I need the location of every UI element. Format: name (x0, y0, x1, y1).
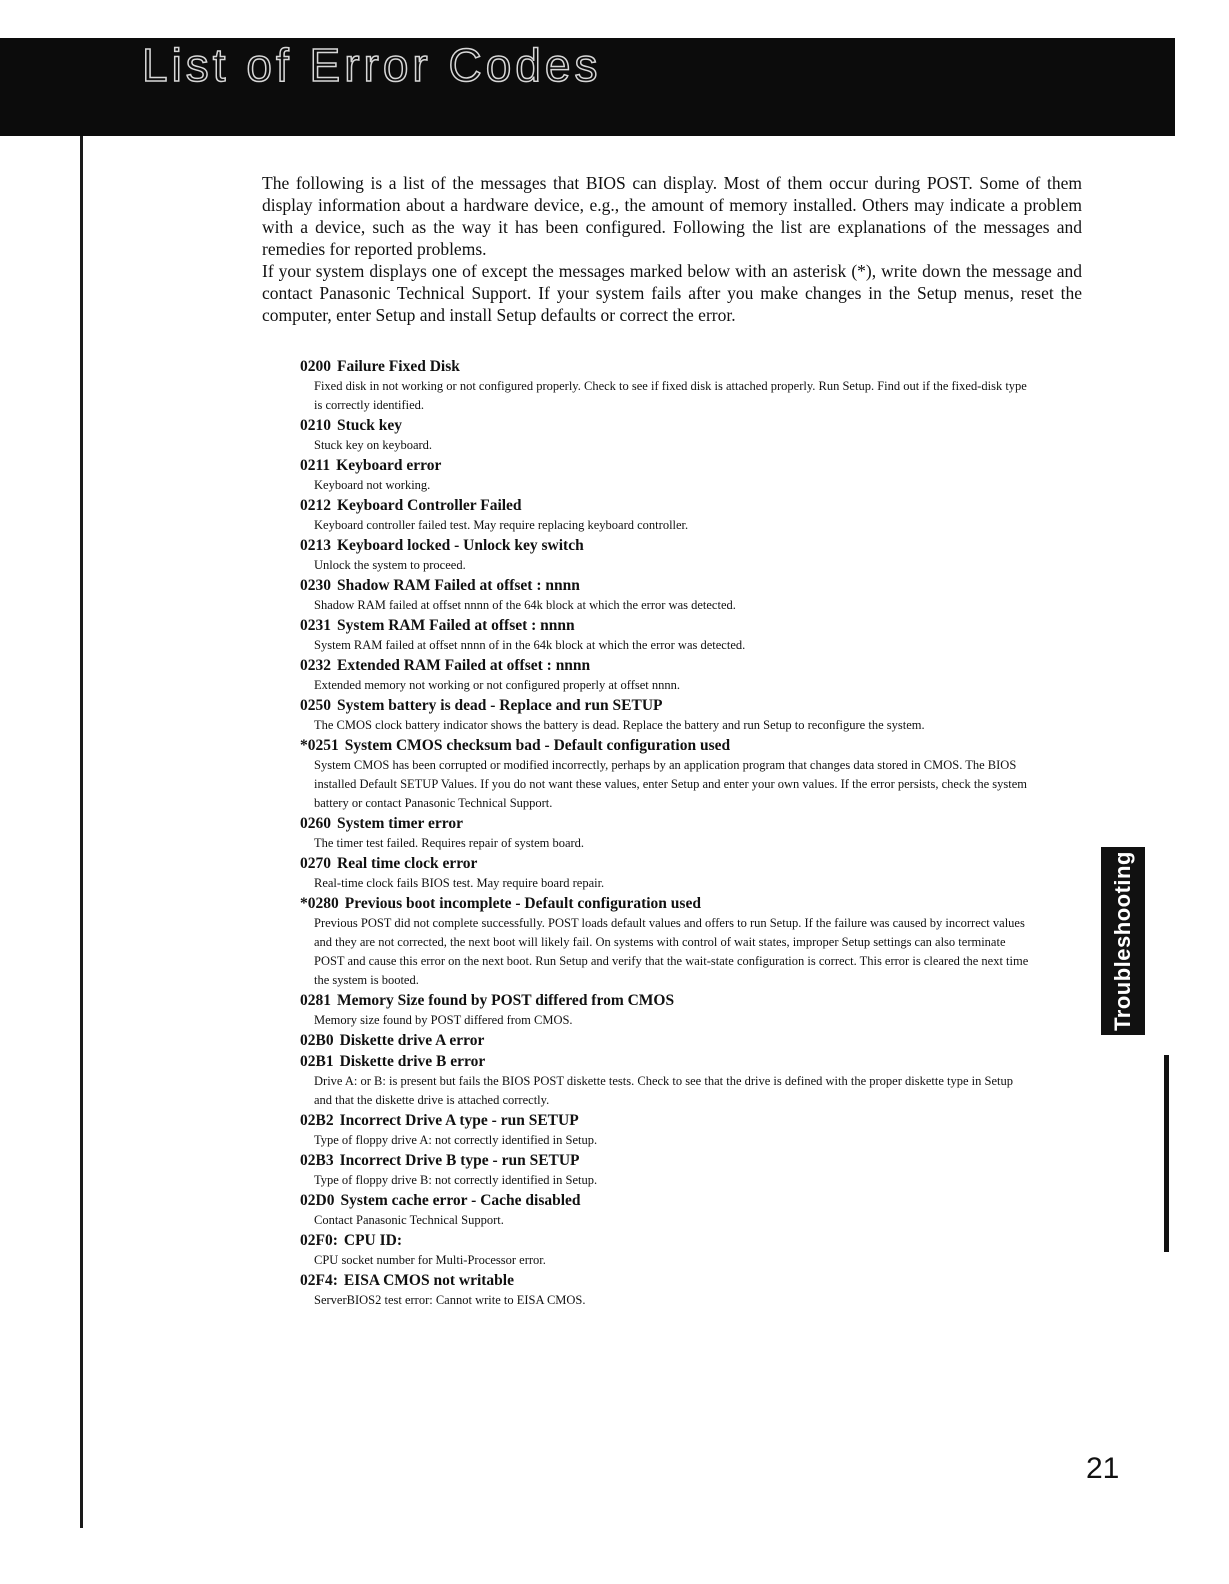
error-entry (300, 1051, 1030, 1110)
error-code: 0210 (300, 417, 331, 434)
error-entry (300, 813, 1030, 853)
error-entry (300, 1230, 1030, 1270)
error-heading (300, 495, 1030, 516)
error-code: 0260 (300, 815, 331, 832)
error-code: 0213 (300, 537, 331, 554)
error-code: 0211 (300, 457, 331, 474)
error-entry (300, 535, 1030, 575)
error-heading (300, 695, 1030, 716)
section-tab-label: Troubleshooting (1110, 851, 1136, 1031)
error-title: Incorrect Drive A type - run SETUP (339, 1112, 579, 1129)
error-title: System cache error - Cache disabled (340, 1192, 581, 1209)
error-title: System battery is dead - Replace and run SETUP (337, 697, 663, 714)
intro-paragraph-1: The following is a list of the messages that BIOS can display. Most of them occur during POST. Some of them display information about a hardware device, e.g., the amount of memory installed. Others may indicate a problem with a device, such as the way it has been configured. Following the list are explanations of the messages and remedies for reported problems. (262, 173, 1082, 259)
error-description: Extended memory not working or not configured properly at offset nnnn. (314, 678, 681, 692)
error-title: Memory Size found by POST differed from CMOS (337, 992, 675, 1009)
intro-paragraph-2: If your system displays one of except the messages marked below with an asterisk (*), write down the message and contact Panasonic Technical Support. If your system fails after you make changes in the Setup menus, reset the computer, enter Setup and install Setup defaults or correct the error. (262, 261, 1082, 325)
error-code: 0212 (300, 497, 331, 514)
error-description: Contact Panasonic Technical Support. (314, 1213, 504, 1227)
error-title: Stuck key (337, 417, 403, 434)
error-title: Failure Fixed Disk (337, 358, 460, 375)
error-description: Memory size found by POST differed from CMOS. (314, 1013, 573, 1027)
error-entry (300, 495, 1030, 535)
error-description: Type of floppy drive B: not correctly identified in Setup. (314, 1173, 598, 1187)
error-heading (300, 813, 1030, 834)
error-heading (300, 1230, 1030, 1251)
error-heading (300, 735, 1030, 756)
error-code: 0232 (300, 657, 331, 674)
error-title: Keyboard error (336, 457, 442, 474)
error-description: ServerBIOS2 test error: Cannot write to EISA CMOS. (314, 1293, 586, 1307)
error-description: CPU socket number for Multi-Processor error. (314, 1253, 546, 1267)
error-title: System RAM Failed at offset : nnnn (337, 617, 575, 634)
error-entry (300, 853, 1030, 893)
error-code: 0200 (300, 358, 331, 375)
error-entry (300, 1030, 1030, 1051)
error-heading (300, 1110, 1030, 1131)
error-description: Keyboard controller failed test. May require replacing keyboard controller. (314, 518, 689, 532)
error-title: Diskette drive B error (339, 1053, 486, 1070)
error-description: Previous POST did not complete successfully. POST loads default values and offers to run Setup. If the failure was caused by incorrect values and they are not corrected, the next boot will likely fail. On systems with control of wait states, improper Setup settings can also terminate POST and cause this error on the next boot. Run Setup and verify that the wait-state configuration is correct. This error is cleared the next time the system is booted. (314, 916, 1029, 987)
error-title: Shadow RAM Failed at offset : nnnn (337, 577, 580, 594)
error-title: Incorrect Drive B type - run SETUP (339, 1152, 580, 1169)
error-code: 0231 (300, 617, 331, 634)
error-entry (300, 655, 1030, 695)
page-title: List of Error Codes (142, 39, 602, 91)
error-title: Real time clock error (337, 855, 478, 872)
error-entry (300, 893, 1030, 990)
error-code: 0270 (300, 855, 331, 872)
error-heading (300, 1270, 1030, 1291)
left-margin-rule (80, 136, 83, 1528)
error-title: System timer error (337, 815, 463, 832)
error-description: Fixed disk in not working or not configured properly. Check to see if fixed disk is attached properly. Run Setup. Find out if the fixed-disk type is correctly identified. (314, 379, 1027, 412)
error-code: 02B0 (300, 1032, 334, 1049)
page-number: 21 (1086, 1452, 1120, 1485)
side-margin-rule (1164, 1055, 1169, 1252)
error-heading (300, 853, 1030, 874)
error-heading (300, 535, 1030, 556)
error-code: 02B2 (300, 1112, 334, 1129)
error-code: 02F0: (300, 1232, 338, 1249)
error-entry (300, 695, 1030, 735)
error-description: Stuck key on keyboard. (314, 438, 433, 452)
error-entry (300, 615, 1030, 655)
error-heading (300, 455, 1030, 476)
error-entry (300, 990, 1030, 1030)
error-title: CPU ID: (343, 1232, 403, 1249)
error-description: Drive A: or B: is present but fails the BIOS POST diskette tests. Check to see that the drive is defined with the proper diskette type in Setup and that the diskette drive is attached correctly. (314, 1074, 1013, 1107)
error-code: 02B1 (300, 1053, 334, 1070)
error-code: 02F4: (300, 1272, 338, 1289)
error-description: Shadow RAM failed at offset nnnn of the 64k block at which the error was detected. (314, 598, 736, 612)
section-tab-label-wrap (1101, 847, 1145, 1035)
error-description: Real-time clock fails BIOS test. May require board repair. (314, 876, 605, 890)
error-title: EISA CMOS not writable (343, 1272, 514, 1289)
error-heading (300, 1150, 1030, 1171)
error-code: 0250 (300, 697, 331, 714)
error-description: Type of floppy drive A: not correctly identified in Setup. (314, 1133, 598, 1147)
error-entry (300, 1150, 1030, 1190)
error-heading (300, 356, 1030, 377)
error-entry (300, 356, 1030, 415)
error-code: 0281 (300, 992, 331, 1009)
error-description: Unlock the system to proceed. (314, 558, 466, 572)
error-heading (300, 990, 1030, 1011)
error-heading (300, 415, 1030, 436)
error-code: 02B3 (300, 1152, 334, 1169)
error-entry (300, 455, 1030, 495)
error-entry (300, 1270, 1030, 1310)
error-description: Keyboard not working. (314, 478, 431, 492)
error-title: Keyboard Controller Failed (337, 497, 522, 514)
error-code: 0230 (300, 577, 331, 594)
error-title: Previous boot incomplete - Default configuration used (344, 895, 701, 912)
error-entry (300, 1110, 1030, 1150)
error-title: System CMOS checksum bad - Default configuration used (344, 737, 731, 754)
intro-text (262, 172, 1082, 326)
error-title: Extended RAM Failed at offset : nnnn (337, 657, 591, 674)
error-code: *0251 (300, 737, 339, 754)
error-heading (300, 1030, 1030, 1051)
error-entry (300, 735, 1030, 813)
error-entry (300, 415, 1030, 455)
error-heading (300, 1051, 1030, 1072)
error-description: System CMOS has been corrupted or modified incorrectly, perhaps by an application program that changes data stored in CMOS. The BIOS installed Default SETUP Values. If you do not want these values, enter Setup and enter your own values. If the error persists, check the system battery or contact Panasonic Technical Support. (314, 758, 1028, 810)
error-description: System RAM failed at offset nnnn of in the 64k block at which the error was detected. (314, 638, 746, 652)
error-title: Keyboard locked - Unlock key switch (337, 537, 584, 554)
error-heading (300, 575, 1030, 596)
error-title: Diskette drive A error (339, 1032, 485, 1049)
error-heading (300, 655, 1030, 676)
error-code: 02D0 (300, 1192, 335, 1209)
error-description: The timer test failed. Requires repair of system board. (314, 836, 585, 850)
error-heading (300, 893, 1030, 914)
error-entry (300, 575, 1030, 615)
error-heading (300, 615, 1030, 636)
error-heading (300, 1190, 1030, 1211)
error-code: *0280 (300, 895, 339, 912)
error-entry (300, 1190, 1030, 1230)
error-description: The CMOS clock battery indicator shows the battery is dead. Replace the battery and run Setup to reconfigure the system. (314, 718, 925, 732)
error-code-list (300, 356, 1030, 1310)
